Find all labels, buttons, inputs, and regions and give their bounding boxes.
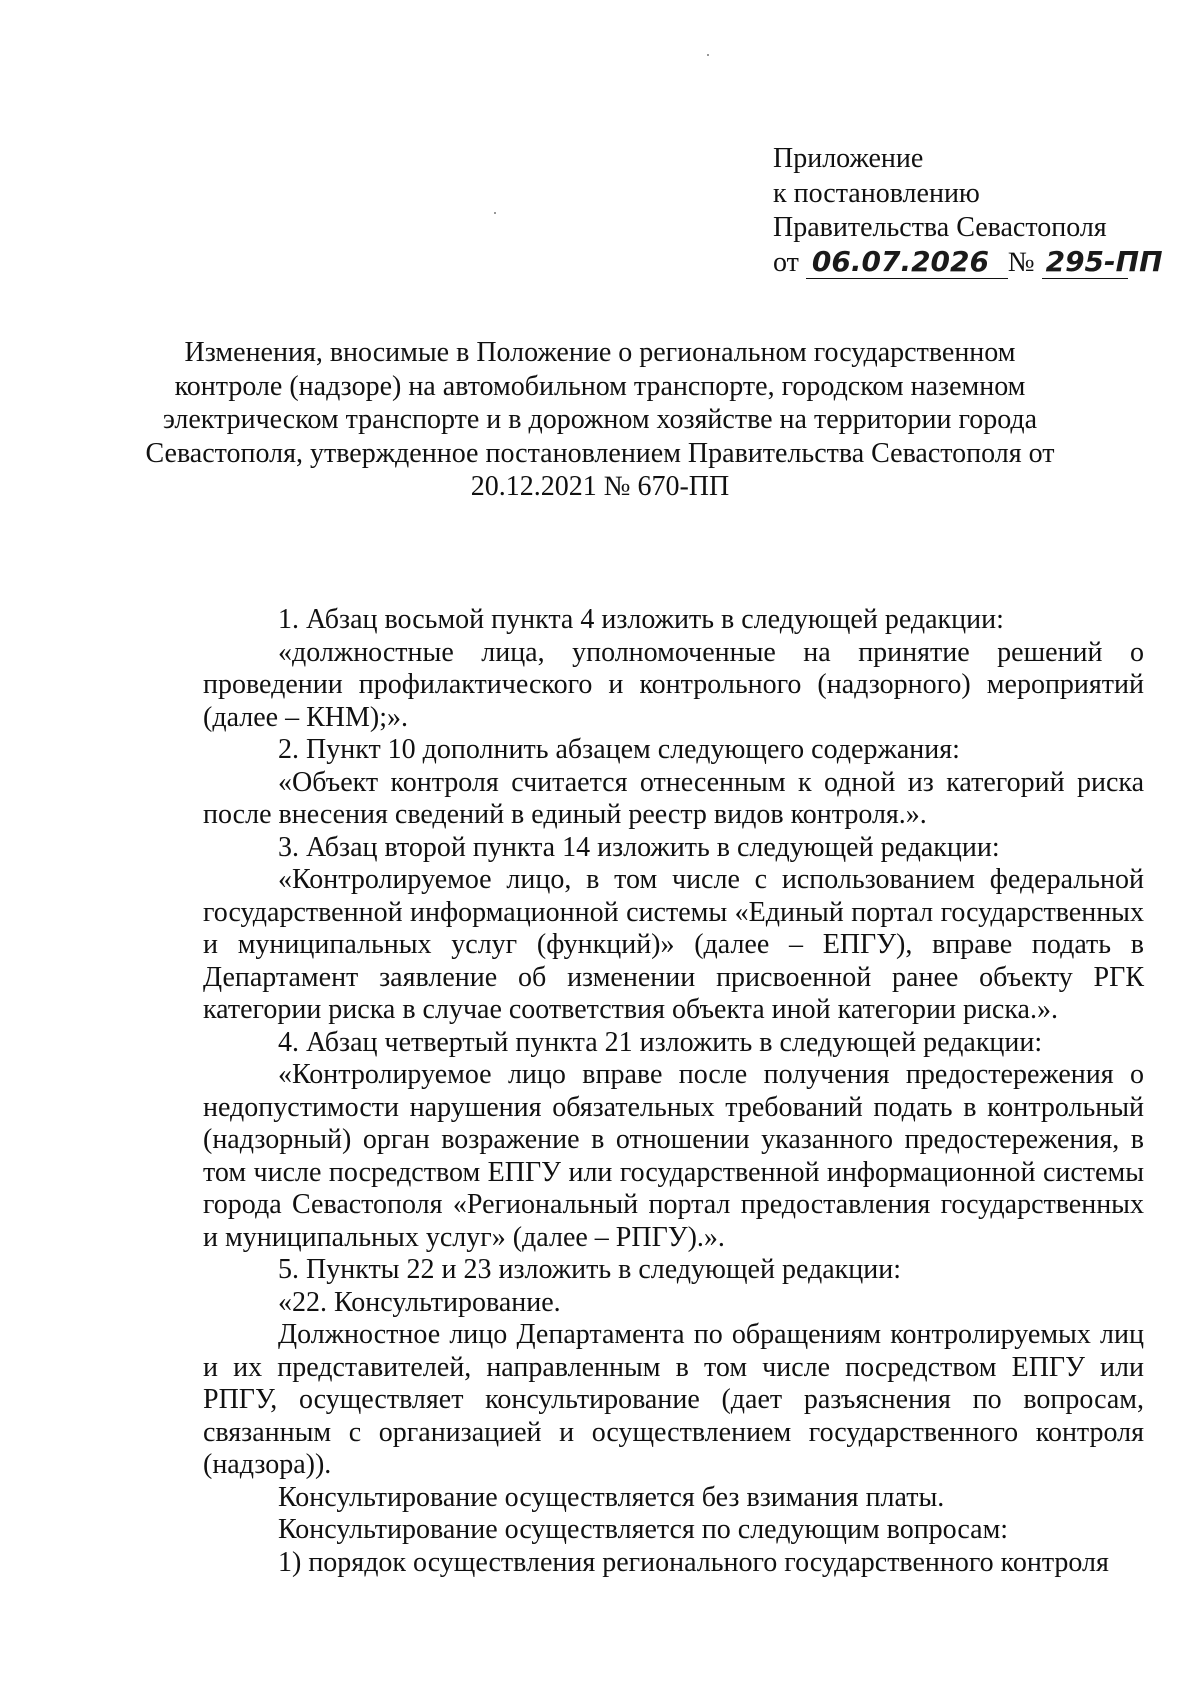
handwritten-number: 295-ПП xyxy=(1045,244,1163,278)
paragraph-5: 3. Абзац второй пункта 14 изложить в следующей редакции: xyxy=(278,831,1000,863)
paragraph-13: Консультирование осуществляется по следующим вопросам: xyxy=(278,1514,1009,1545)
appendix-block xyxy=(773,142,1163,280)
paragraph-6: «Контролируемое лицо, в том числе с использованием федеральной государственной информационной системы «Единый портал государственных и муниципальных услуг (функций)» (далее – ЕПГУ), вправе подать в Департамент заявление об изменении присвоенной ранее объекту РГК категории риска в случае соответствия объекта иной категории риска.». xyxy=(203,864,1144,1025)
scan-speck xyxy=(494,212,496,214)
paragraph-8: «Контролируемое лицо вправе после получения предостережения о недопустимости нарушения обязательных требований подать в контрольный (надзорный) орган возражение в отношении указанного предостережения, в том числе посредством ЕПГУ или государственной информационной системы города Севастополя «Региональный портал предоставления государственных и муниципальных услуг» (далее – РПГУ).». xyxy=(203,1059,1144,1253)
appendix-line-2: к постановлению xyxy=(773,177,980,209)
paragraph-2: «должностные лица, уполномоченные на принятие решений о проведении профилактического и контрольного (надзорного) мероприятий (далее – КНМ);». xyxy=(203,636,1144,733)
paragraph-4: «Объект контроля считается отнесенным к одной из категорий риска после внесения сведений в единый реестр видов контроля.». xyxy=(203,766,1144,830)
number-field xyxy=(1042,244,1163,279)
paragraph-1: 1. Абзац восьмой пункта 4 изложить в следующей редакции: xyxy=(278,604,1004,635)
paragraph-7: 4. Абзац четвертый пункта 21 изложить в следующей редакции: xyxy=(278,1026,1043,1058)
paragraph-11: Должностное лицо Департамента по обращениям контролируемых лиц и их представителей, направленным в том числе посредством ЕПГУ или РПГУ, осуществляет консультирование (дает разъяснения по вопросам, связанным с организацией и осуществлением государственного контроля (надзора)). xyxy=(203,1319,1144,1480)
paragraph-3: 2. Пункт 10 дополнить абзацем следующего содержания: xyxy=(278,734,960,765)
number-prefix: № xyxy=(1007,246,1035,278)
paragraph-14: 1) порядок осуществления регионального государственного контроля xyxy=(278,1546,1109,1578)
date-field xyxy=(806,244,1008,279)
handwritten-date: 06.07.2026 xyxy=(811,244,990,278)
scan-speck xyxy=(707,54,709,56)
appendix-date-line xyxy=(773,244,1163,281)
document-title: Изменения, вносимые в Положение о региональном государственном контроле (надзоре) на автомобильном транспорте, городском наземном электрическом транспорте и в дорожном хозяйстве на территории города Севастополя, утвержденное постановлением Правительства Севастополя от 20.12.2021 № 670-ПП xyxy=(145,337,1055,502)
appendix-line-1: Приложение xyxy=(773,143,924,174)
appendix-line-3: Правительства Севастополя xyxy=(773,212,1107,243)
paragraph-12: Консультирование осуществляется без взимания платы. xyxy=(278,1481,945,1513)
paragraph-10: «22. Консультирование. xyxy=(278,1286,561,1318)
document-body xyxy=(203,604,1144,1579)
date-prefix: от xyxy=(773,246,799,278)
paragraph-9: 5. Пункты 22 и 23 изложить в следующей редакции: xyxy=(278,1254,902,1285)
